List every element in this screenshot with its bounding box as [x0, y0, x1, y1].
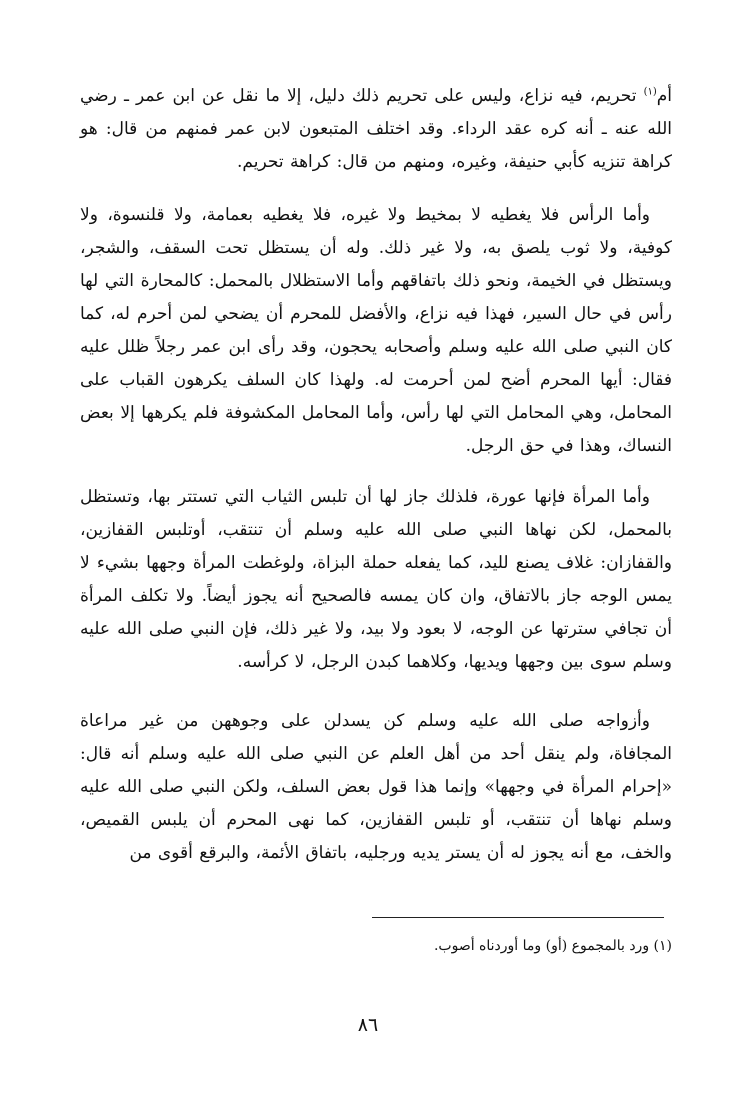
first-word: أم	[656, 86, 672, 106]
paragraph-1	[80, 80, 672, 179]
paragraph-1-text: تحريم، فيه نزاع، وليس على تحريم ذلك دليل، إلا ما نقل عن ابن عمر ـ رضي الله عنه ـ أنه كره عقد الرداء. وقد اختلف المتبعون لابن عمر فمنهم من قال: هو كراهة تنزيه كأبي حنيفة، وغيره، ومنهم من قال: كراهة تحريم.	[80, 86, 672, 172]
footnote: (١) ورد بالمجموع (أو) وما أوردناه أصوب.	[433, 938, 672, 954]
footnote-marker: (١)	[643, 86, 657, 98]
main-text	[80, 80, 672, 870]
page-number: ٨٦	[357, 1014, 379, 1036]
paragraph-4: وأزواجه صلى الله عليه وسلم كن يسدلن على وجوههن من غير مراعاة المجافاة، ولم ينقل أحد من أهل العلم عن النبي صلى الله عليه وسلم أنه قال: «إحرام المرأة في وجهها» وإنما هذا قول بعض السلف، ولكن النبي صلى الله عليه وسلم نهاها أن تنتقب، أو تلبس القفازين، كما نهى المحرم أن يلبس القميص، والخف، مع أنه يجوز له أن يستر يديه ورجليه، باتفاق الأئمة، والبرقع أقوى من	[80, 711, 672, 863]
paragraph-3: وأما المرأة فإنها عورة، فلذلك جاز لها أن تلبس الثياب التي تستتر بها، وتستظل بالمحمل، لكن نهاها النبي صلى الله عليه وسلم أن تنتقب، أوتلبس القفازين، والقفازان: غلاف يصنع لليد، كما يفعله حملة البزاة، ولوغطت المرأة وجهها بشيء لا يمس الوجه جاز بالاتفاق، وان كان يمسه فالصحيح أنه يجوز أيضاً. ولا تكلف المرأة أن تجافي سترتها عن الوجه، لا بعود ولا بيد، ولا غير ذلك، فإن النبي صلى الله عليه وسلم سوى بين وجهها ويديها، وكلاهما كبدن الرجل، لا كرأسه.	[80, 487, 672, 672]
footnote-separator	[372, 917, 664, 918]
paragraph-2: وأما الرأس فلا يغطيه لا بمخيط ولا غيره، فلا يغطيه بعمامة، ولا قلنسوة، ولا كوفية، ولا ثوب يلصق به، ولا غير ذلك. وله أن يستظل تحت السقف، والشجر، ويستظل في الخيمة، ونحو ذلك باتفاقهم وأما الاستظلال بالمحمل: كالمحارة التي لها رأس في حال السير، فهذا فيه نزاع، والأفضل للمحرم أن يضحي لمن أحرم له، كما كان النبي صلى الله عليه وسلم وأصحابه يحجون، وقد رأى ابن عمر رجلاً ظلل عليه فقال: أيها المحرم أضح لمن أحرمت له. ولهذا كان السلف يكرهون القباب على المحامل، وهي المحامل التي لها رأس، وأما المحامل المكشوفة فلم يكرهها إلا بعض النساك، وهذا في حق الرجل.	[80, 205, 672, 456]
